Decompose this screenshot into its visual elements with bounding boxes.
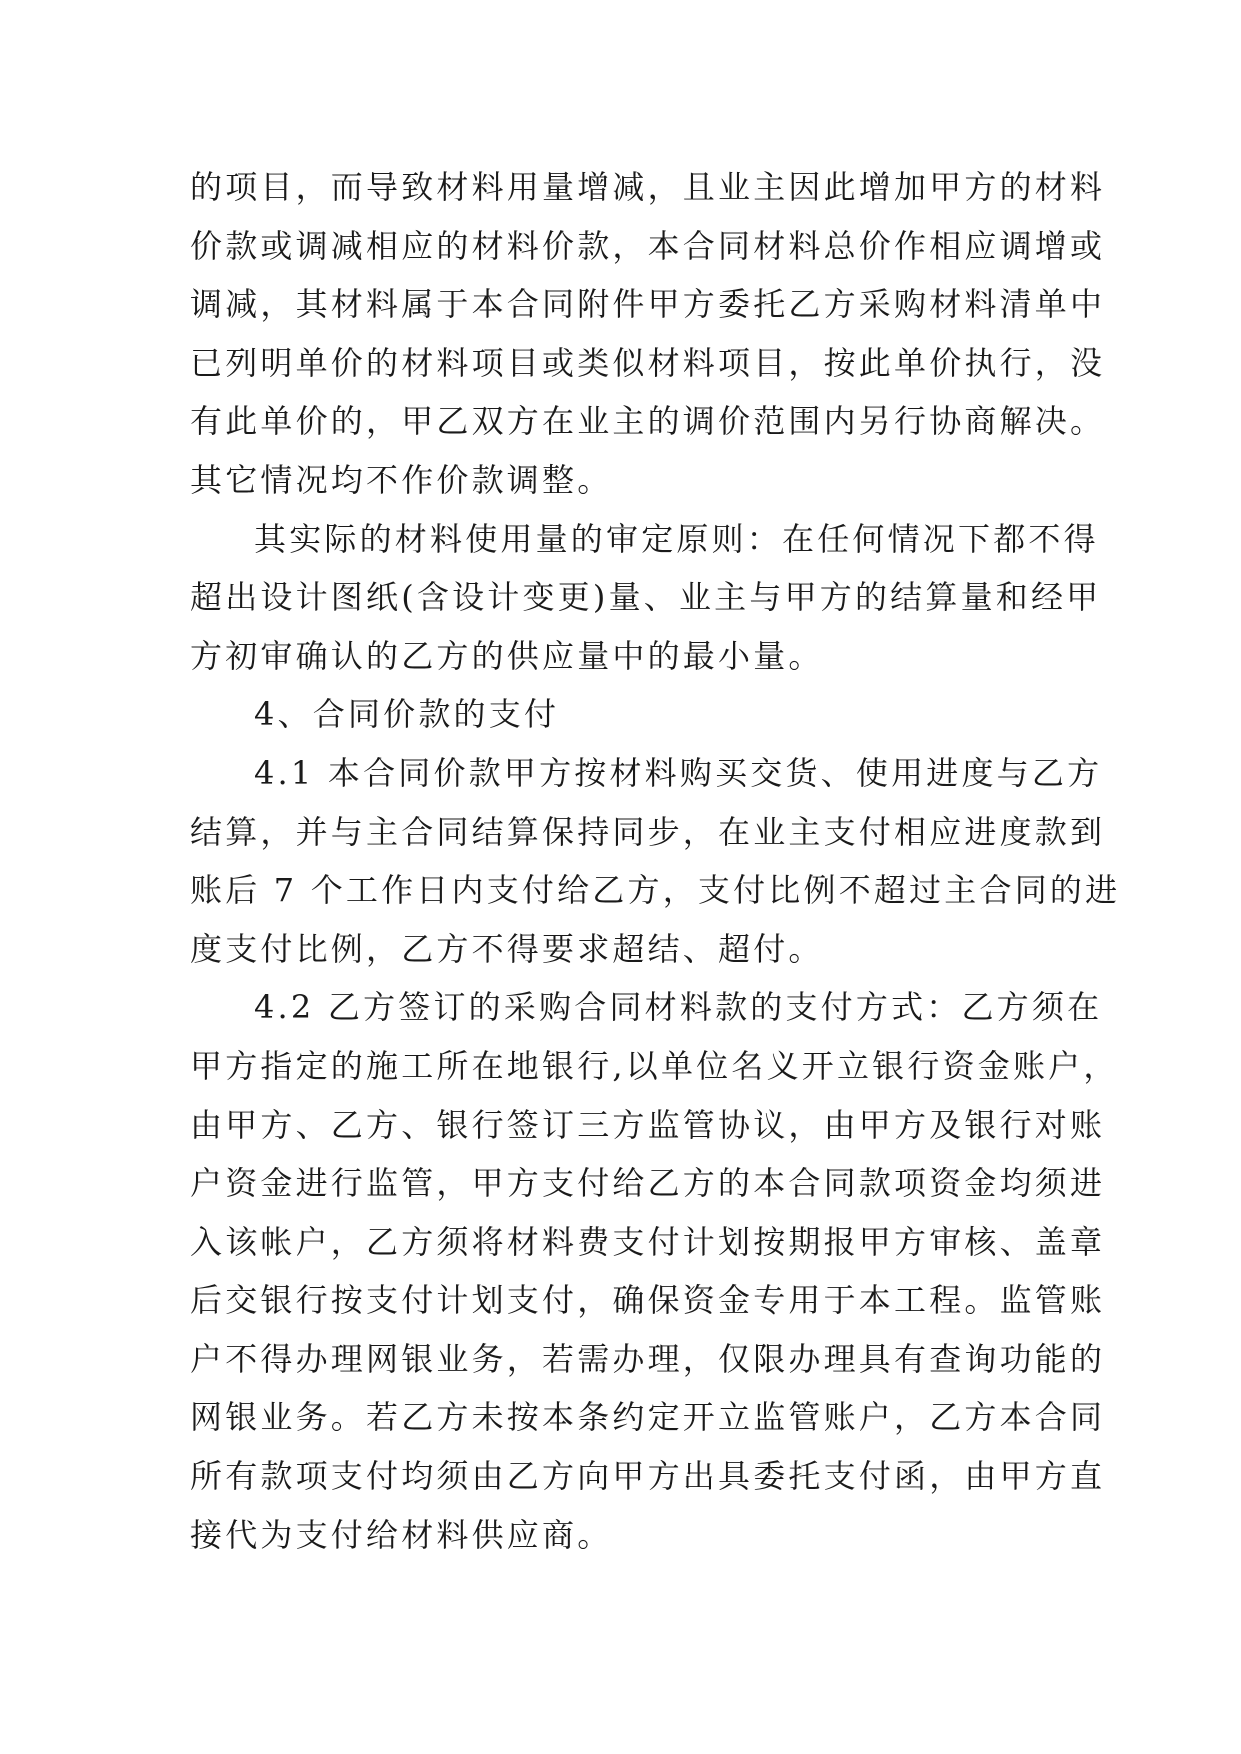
text-line: 价款或调减相应的材料价款，本合同材料总价作相应调增或: [190, 226, 1106, 265]
text-line: 入该帐户，乙方须将材料费支付计划按期报甲方审核、盖章: [190, 1222, 1106, 1261]
text-line: 后交银行按支付计划支付，确保资金专用于本工程。监管账: [190, 1281, 1106, 1320]
clause-4-1-start: 4.1 本合同价款甲方按材料购买交货、使用进度与乙方: [254, 753, 1103, 792]
text-line: 甲方指定的施工所在地银行,以单位名义开立银行资金账户，: [190, 1046, 1119, 1085]
text-line: 户不得办理网银业务，若需办理，仅限办理具有查询功能的: [190, 1339, 1106, 1378]
text-line: 账后 7 个工作日内支付给乙方，支付比例不超过主合同的进: [190, 871, 1121, 910]
text-line: 超出设计图纸(含设计变更)量、业主与甲方的结算量和经甲: [190, 578, 1102, 617]
text-line: 方初审确认的乙方的供应量中的最小量。: [190, 636, 824, 675]
text-line: 度支付比例，乙方不得要求超结、超付。: [190, 929, 824, 968]
clause-4-2-start: 4.2 乙方签订的采购合同材料款的支付方式：乙方须在: [254, 988, 1103, 1027]
document-body: [190, 158, 1121, 1564]
text-line: 结算，并与主合同结算保持同步，在业主支付相应进度款到: [190, 812, 1106, 851]
text-line: 户资金进行监管，甲方支付给乙方的本合同款项资金均须进: [190, 1164, 1106, 1203]
text-line: 其它情况均不作价款调整。: [190, 460, 613, 499]
section-heading: 4、合同价款的支付: [254, 695, 560, 734]
text-line: 的项目，而导致材料用量增减，且业主因此增加甲方的材料: [190, 168, 1106, 206]
text-line: 接代为支付给材料供应商。: [190, 1515, 613, 1554]
text-line: 调减，其材料属于本合同附件甲方委托乙方采购材料清单中: [190, 285, 1106, 324]
text-line: 网银业务。若乙方未按本条约定开立监管账户，乙方本合同: [190, 1398, 1106, 1437]
text-line: 由甲方、乙方、银行签订三方监管协议，由甲方及银行对账: [190, 1105, 1106, 1144]
paragraph-start-line: 其实际的材料使用量的审定原则：在任何情况下都不得: [254, 519, 1099, 558]
text-line: 有此单价的，甲乙双方在业主的调价范围内另行协商解决。: [190, 402, 1106, 441]
text-line: 已列明单价的材料项目或类似材料项目，按此单价执行，没: [190, 343, 1106, 382]
text-line: 所有款项支付均须由乙方向甲方出具委托支付函，由甲方直: [190, 1457, 1106, 1496]
